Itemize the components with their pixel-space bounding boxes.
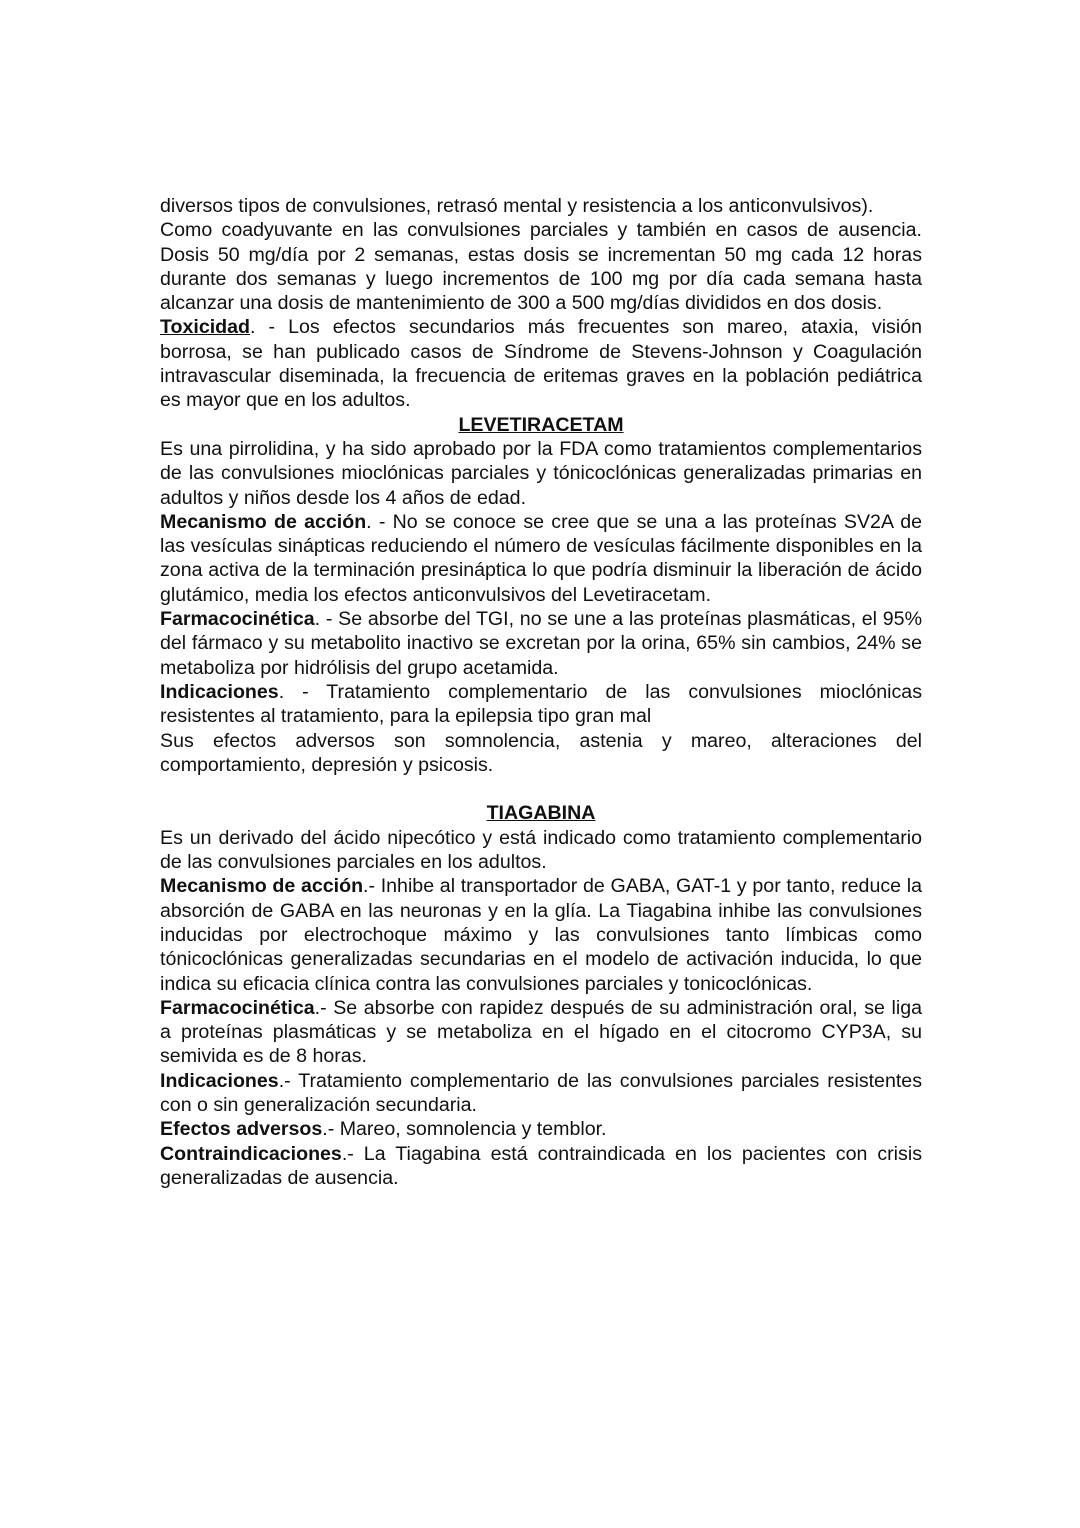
mechanism-label: Mecanismo de acción [160, 510, 367, 533]
section-title-tiagabina: TIAGABINA [486, 802, 596, 825]
levetiracetam-intro: Es una pirrolidina, y ha sido aprobado por la FDA como tratamientos complementarios de las convulsiones mioclónicas parciales y tónicoclónicas generalizadas primarias en adultos y niños desde los 4 años de edad. [160, 437, 922, 509]
adverse-effects-text: .- Mareo, somnolencia y temblor. [322, 1118, 607, 1141]
pharmacokinetics-label: Farmacocinética [160, 996, 315, 1019]
adverse-effects-label: Efectos adversos [160, 1118, 323, 1141]
section-spacer [160, 777, 922, 801]
indications-label: Indicaciones [160, 680, 279, 703]
levetiracetam-indications [160, 680, 922, 729]
toxicity-label: Toxicidad [160, 316, 250, 339]
indications-label: Indicaciones [160, 1069, 279, 1092]
paragraph-intro-continuation: diversos tipos de convulsiones, retrasó mental y resistencia a los anticonvulsivos). [160, 195, 874, 217]
mechanism-text: . - No se conoce se cree que se una a las proteínas SV2A de las vesículas sinápticas reduciendo el número de vesículas fácilmente disponibles en la zona activa de la terminación presináptica lo que podría disminuir la liberación de ácido glutámico, media los efectos anticonvulsivos del Levetiracetam. [160, 510, 922, 606]
tiagabina-adverse-effects [160, 1117, 922, 1141]
pharmacokinetics-text: . - Se absorbe del TGI, no se une a las proteínas plasmáticas, el 95% del fármaco y su metabolito inactivo se excretan por la orina, 65% sin cambios, 24% se metaboliza por hidrólisis del grupo acetamida. [160, 608, 922, 679]
toxicity-text: . - Los efectos secundarios más frecuentes son mareo, ataxia, visión borrosa, se han publicado casos de Síndrome de Stevens-Johnson y Coagulación intravascular diseminada, la frecuencia de eritemas graves en la población pediátrica es mayor que en los adultos. [160, 316, 922, 412]
tiagabina-indications [160, 1069, 922, 1118]
levetiracetam-pharmacokinetics [160, 607, 922, 680]
contraindications-label: Contraindicaciones [160, 1142, 342, 1165]
tiagabina-contraindications [160, 1142, 922, 1191]
mechanism-text: .- Inhibe al transportador de GABA, GAT-1 y por tanto, reduce la absorción de GABA en las neuronas y en la glía. La Tiagabina inhibe las convulsiones inducidas por electrochoque máximo y las convulsiones tanto límbicas como tónicoclónicas generalizadas secundarias en el modelo de activación inducida, lo que indica su eficacia clínica contra las convulsiones parciales y tonicoclónicas. [160, 875, 922, 995]
levetiracetam-mechanism [160, 510, 922, 607]
tiagabina-intro: Es un derivado del ácido nipecótico y está indicado como tratamiento complementario de las convulsiones parciales en los adultos. [160, 826, 922, 874]
paragraph-toxicity [160, 315, 922, 412]
tiagabina-mechanism [160, 874, 922, 995]
levetiracetam-adverse-effects: Sus efectos adversos son somnolencia, astenia y mareo, alteraciones del comportamiento, depresión y psicosis. [160, 729, 922, 776]
indications-text: . - Tratamiento complementario de las convulsiones mioclónicas resistentes al tratamiento, para la epilepsia tipo gran mal [160, 680, 922, 728]
document-page [160, 194, 922, 1190]
indications-text: .- Tratamiento complementario de las convulsiones parciales resistentes con o sin generalización secundaria. [160, 1069, 922, 1116]
pharmacokinetics-text: .- Se absorbe con rapidez después de su administración oral, se liga a proteínas plasmáticas y se metaboliza en el hígado en el citocromo CYP3A, su semivida es de 8 horas. [160, 996, 922, 1068]
paragraph-dosage: Como coadyuvante en las convulsiones parciales y también en casos de ausencia. Dosis 50 mg/día por 2 semanas, estas dosis se incrementan 50 mg cada 12 horas durante dos semanas y luego incrementos de 100 mg por día cada semana hasta alcanzar una dosis de mantenimiento de 300 a 500 mg/días divididos en dos dosis. [160, 219, 922, 315]
tiagabina-pharmacokinetics [160, 996, 922, 1069]
contraindications-text: .- La Tiagabina está contraindicada en los pacientes con crisis generalizadas de ausencia. [160, 1142, 922, 1189]
pharmacokinetics-label: Farmacocinética [160, 608, 315, 631]
mechanism-label: Mecanismo de acción [160, 875, 364, 898]
section-title-levetiracetam: LEVETIRACETAM [458, 413, 624, 436]
